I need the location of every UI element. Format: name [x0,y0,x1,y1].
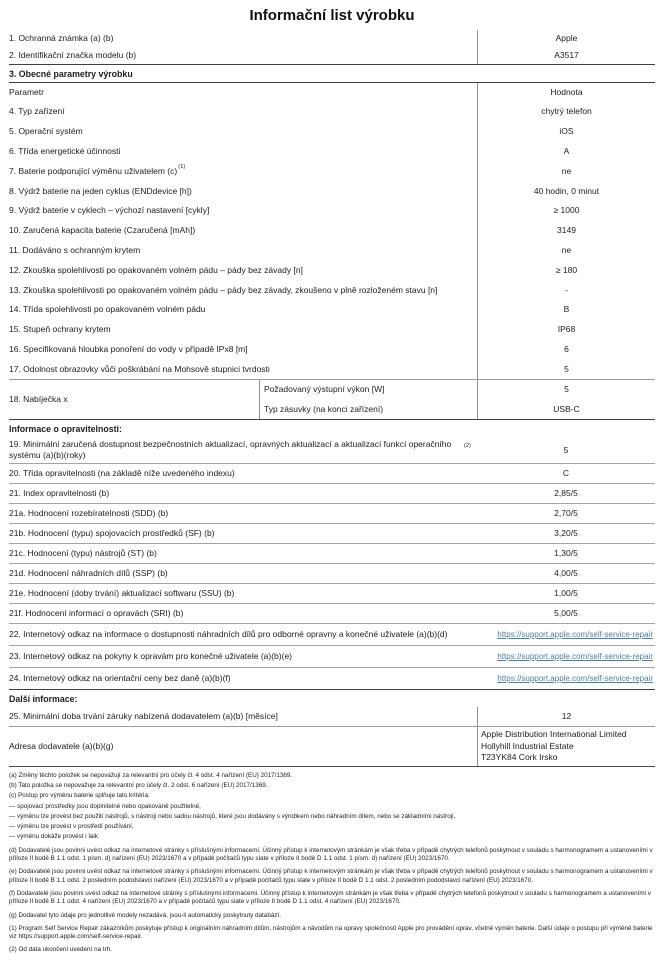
row-value: 1,00/5 [554,588,578,599]
row-value: ≥ 1000 [477,201,655,221]
row-value: 2,70/5 [554,508,578,519]
table-row [9,645,655,667]
table-row [9,523,655,543]
row-value: B [477,300,655,320]
row-label: 2. Identifikační značka modelu (b) [9,50,137,60]
charger-sub-table [259,380,655,419]
table-row [9,30,655,47]
row-label: 7. Baterie podporující výměnu uživatelem (c) (1) [9,164,186,176]
row-label: 8. Výdrž baterie na jeden cyklus (ENDdevice [h]) [9,185,192,196]
row-label: 5. Operační systém [9,126,83,137]
supplier-address-row [9,726,655,767]
footnote: — výměnu lze provést v prostředí používání, [9,823,134,831]
footnote: — výměnu dokáže provést i laik. [9,833,100,841]
row-label: Adresa dodavatele (a)(b)(g) [9,740,114,751]
table-row [9,320,655,340]
row-value: A3517 [477,47,655,64]
table-row [9,563,655,583]
column-header-parametr: Parametr [9,87,44,97]
address-line: Hollyhill Industrial Estate [481,740,574,751]
row-value: 5 [563,444,569,455]
row-label: 21. Index opravitelnosti (b) [9,488,110,499]
row-value: ne [477,161,655,181]
row-label: Požadovaný výstupní výkon [W] [259,380,477,400]
table-row [9,583,655,603]
table-row [9,437,655,463]
table-row [9,280,655,300]
row-value [473,668,655,689]
section-header-more: Další informace: [9,689,655,707]
table-row [9,463,655,483]
row-value [473,624,655,645]
address-line: T23YK84 Cork Irsko [481,752,558,763]
row-label: 11. Dodáváno s ochranným krytem [9,244,141,255]
repair-link[interactable]: https://support.apple.com/self-service-repair [497,630,653,640]
row-value: 5 [477,380,655,400]
row-value: IP68 [477,320,655,340]
row-value: 6 [477,340,655,360]
table-row [9,603,655,623]
footnote: (d) Dodavatelé jsou povinni uvést odkaz na internetové stránky s příslušnými informacemi. Účinný přístup k internetovým stránkám je však třeba v případě chytrých telefonů poskytnout v souladu s harmonogramem a ustanoveními v příloze II bodě B 1.1 odst. 1 písm. d) nařízení (EU) 2023/1670 a v případě počítačů typu slate v příloze II bodě D 1.1 odst. 1 písm. d) nařízení (EU) 2023/1670. [9,846,653,863]
footnote: (c) Postup pro výměnu baterie splňuje tato kritéria: [9,792,150,800]
row-value: A [477,142,655,162]
row-value: 40 hodin, 0 minut [477,181,655,201]
row-value: 3149 [477,221,655,241]
row-value: 12 [477,707,655,726]
table-row [9,483,655,503]
row-value: 4,00/5 [554,568,578,579]
charger-row [9,379,655,419]
repairability-table [9,437,655,623]
row-label: 19. Minimální zaručená dostupnost bezpečnostních aktualizací, opravných aktualizací a aktualizací funkcí operačního systému (a)(b)(roky) (2) [9,439,471,461]
row-label: 20. Třída opravitelnosti (na základě níže uvedeného indexu) [9,468,235,479]
row-value: Apple [477,30,655,47]
repair-link[interactable]: https://support.apple.com/self-service-repair [497,674,653,684]
table-row [9,340,655,360]
row-label: 21c. Hodnocení (typu) nástrojů (ST) (b) [9,548,157,559]
row-value: - [477,280,655,300]
footnote: (e) Dodavatelé jsou povinni uvést odkaz na internetové stránky s příslušnými informacemi. Účinný přístup k internetovým stránkám je však třeba v případě chytrých telefonů poskytnout v souladu s harmonogramem a ustanoveními v příloze II bodě B 1.1 odst. 2 posledním pododstavci nařízení (EU) 2023/1670 a v případě počítačů typu slate v příloze II bodě D 1.1 odst. 2 posledním pododstavci nařízení (EU) 2023/1670. [9,868,653,884]
repair-links-table [9,623,655,689]
row-label: 21f. Hodnocení informací o opravách (SRI) (b) [9,608,184,619]
row-label: 14. Třída spolehlivosti po opakovaném volném pádu [9,304,206,315]
row-label: 22. Internetový odkaz na informace o dostupnosti náhradních dílů pro odborné opravny a konečné uživatele (a)(b)(d) [9,629,448,640]
row-value: USB-C [477,400,655,420]
table-row [9,201,655,221]
row-label: 21d. Hodnocení náhradních dílů (SSP) (b) [9,568,168,579]
table-row [9,300,655,320]
row-value [473,646,655,667]
footnote-superscript: (2) [463,443,471,450]
row-label: 16. Specifikovaná hloubka ponoření do vody v případě IPx8 [m] [9,343,248,354]
table-row [9,47,655,64]
footnote: (b) Tato položka se nepovažuje za relevantní pro účely čl. 2 odst. 6 nařízení (EU) 2017/1369. [9,781,268,789]
row-label: 6. Třída energetické účinnosti [9,145,121,156]
row-value: 3,20/5 [554,528,578,539]
footnote: — výměnu lze provést bez použití nástrojů, s nástroji nebo sadou nástrojů, které jsou dodávány s výrobkem nebo náhradním dílem, nebo se základními nástroji, [9,812,456,820]
column-header-row [9,83,655,102]
row-label: 10. Zaručená kapacita baterie (Czaručená [mAh]) [9,225,196,236]
footnote: (2) Od data ukončení uvedení na trh. [9,946,112,954]
row-value: 5,00/5 [554,608,578,619]
row-label: 23. Internetový odkaz na pokyny k opravám pro konečné uživatele (a)(b)(e) [9,651,293,662]
row-label: 15. Stupeň ochrany krytem [9,324,111,335]
row-value: chytrý telefon [477,102,655,122]
row-label: 18. Nabíječka x [9,394,68,405]
row-label: 24. Internetový odkaz na orientační ceny bez daně (a)(b)(f) [9,673,231,684]
row-value: 2,85/5 [554,488,578,499]
more-information-table [9,707,655,767]
row-label: 21b. Hodnocení (typu) spojovacích prostředků (SF) (b) [9,528,215,539]
row-value: 1,30/5 [554,548,578,559]
row-value: 5 [477,359,655,379]
address-line: Apple Distribution International Limited [481,729,627,740]
table-row [9,623,655,645]
row-value: C [562,468,570,479]
row-value: ≥ 180 [477,260,655,280]
table-row [9,241,655,261]
footnote: — spojovací prostředky jsou doplnitelné nebo opakovaně použitelné, [9,802,201,810]
warranty-row [9,707,655,726]
table-row [9,122,655,142]
footnote: (1) Program Self Service Repair zákazníkům poskytuje přístup k originálním náhradním dílům, nástrojům a návodům na opravy společnosti Apple pro provádění oprav, včetně výměn baterie. Další údaje o postupu při výměně baterie viz https://support.apple.com/self-service-repair. [9,924,653,941]
supplier-address-value [477,727,655,766]
repair-link[interactable]: https://support.apple.com/self-service-repair [497,652,653,662]
footnote: (f) Dodavatelé jsou povinni uvést odkaz na internetové stránky s příslušnými informacemi. Účinný přístup k internetovým stránkám je však třeba v případě chytrých telefonů poskytnout v souladu s harmonogramem a ustanoveními v příloze II bodě B 1.1 odst. 4 nařízení (EU) 2023/1670 a v případě počítačů typu slate v příloze II bodě D 1.1 odst. 4 nařízení (EU) 2023/1670. [9,889,651,906]
table-row [9,667,655,689]
footnote-superscript: (1) [178,164,186,171]
footnote: (a) Změny těchto položek se nepovažují za relevantní pro účely čl. 4 odst. 4 nařízení (EU) 2017/1369. [9,771,293,779]
footnotes [9,772,655,955]
row-label: 21a. Hodnocení rozebíratelnosti (SDD) (b) [9,508,169,519]
table-row [9,181,655,201]
general-parameters-table [9,102,655,379]
row-label: 12. Zkouška spolehlivosti po opakovaném volném pádu – pády bez závady [n] [9,264,303,275]
table-row [9,221,655,241]
trademark-model-table [9,30,655,64]
section-header-repairability: Informace o opravitelnosti: [9,419,655,437]
table-row [9,503,655,523]
table-row [9,161,655,181]
charger-sub-row [259,380,655,400]
row-label: 17. Odolnost obrazovky vůči poškrábání na Mohsově stupnici tvrdosti [9,363,270,374]
row-label: 21e. Hodnocení (doby trvání) aktualizací softwaru (SSU) (b) [9,588,235,599]
column-header-hodnota: Hodnota [477,83,655,102]
table-row [9,142,655,162]
row-label: Typ zásuvky (na konci zařízení) [259,400,477,420]
footnote: (g) Dodavatel tyto údaje pro jednotlivé modely nezadává, jsou-li automaticky poskytnuty databází. [9,911,281,919]
table-row [9,543,655,563]
page-title: Informační list výrobku [249,7,415,24]
table-row [9,359,655,379]
table-row [9,260,655,280]
row-label: 9. Výdrž baterie v cyklech – výchozí nastavení [cykly] [9,205,210,216]
row-label: 13. Zkouška spolehlivosti po opakovaném volném pádu – pády bez závady, zkoušeno v plně rozloženém stavu [n] [9,284,438,295]
row-value: ne [477,241,655,261]
row-label: 25. Minimální doba trvání záruky nabízená dodavatelem (a)(b) [měsíce] [9,711,278,722]
charger-sub-row [259,400,655,420]
row-label: 1. Ochranná známka (a) (b) [9,33,114,43]
row-label: 4. Typ zařízení [9,106,65,117]
row-value: iOS [477,122,655,142]
table-row [9,102,655,122]
section-header-general: 3. Obecné parametry výrobku [9,64,655,83]
